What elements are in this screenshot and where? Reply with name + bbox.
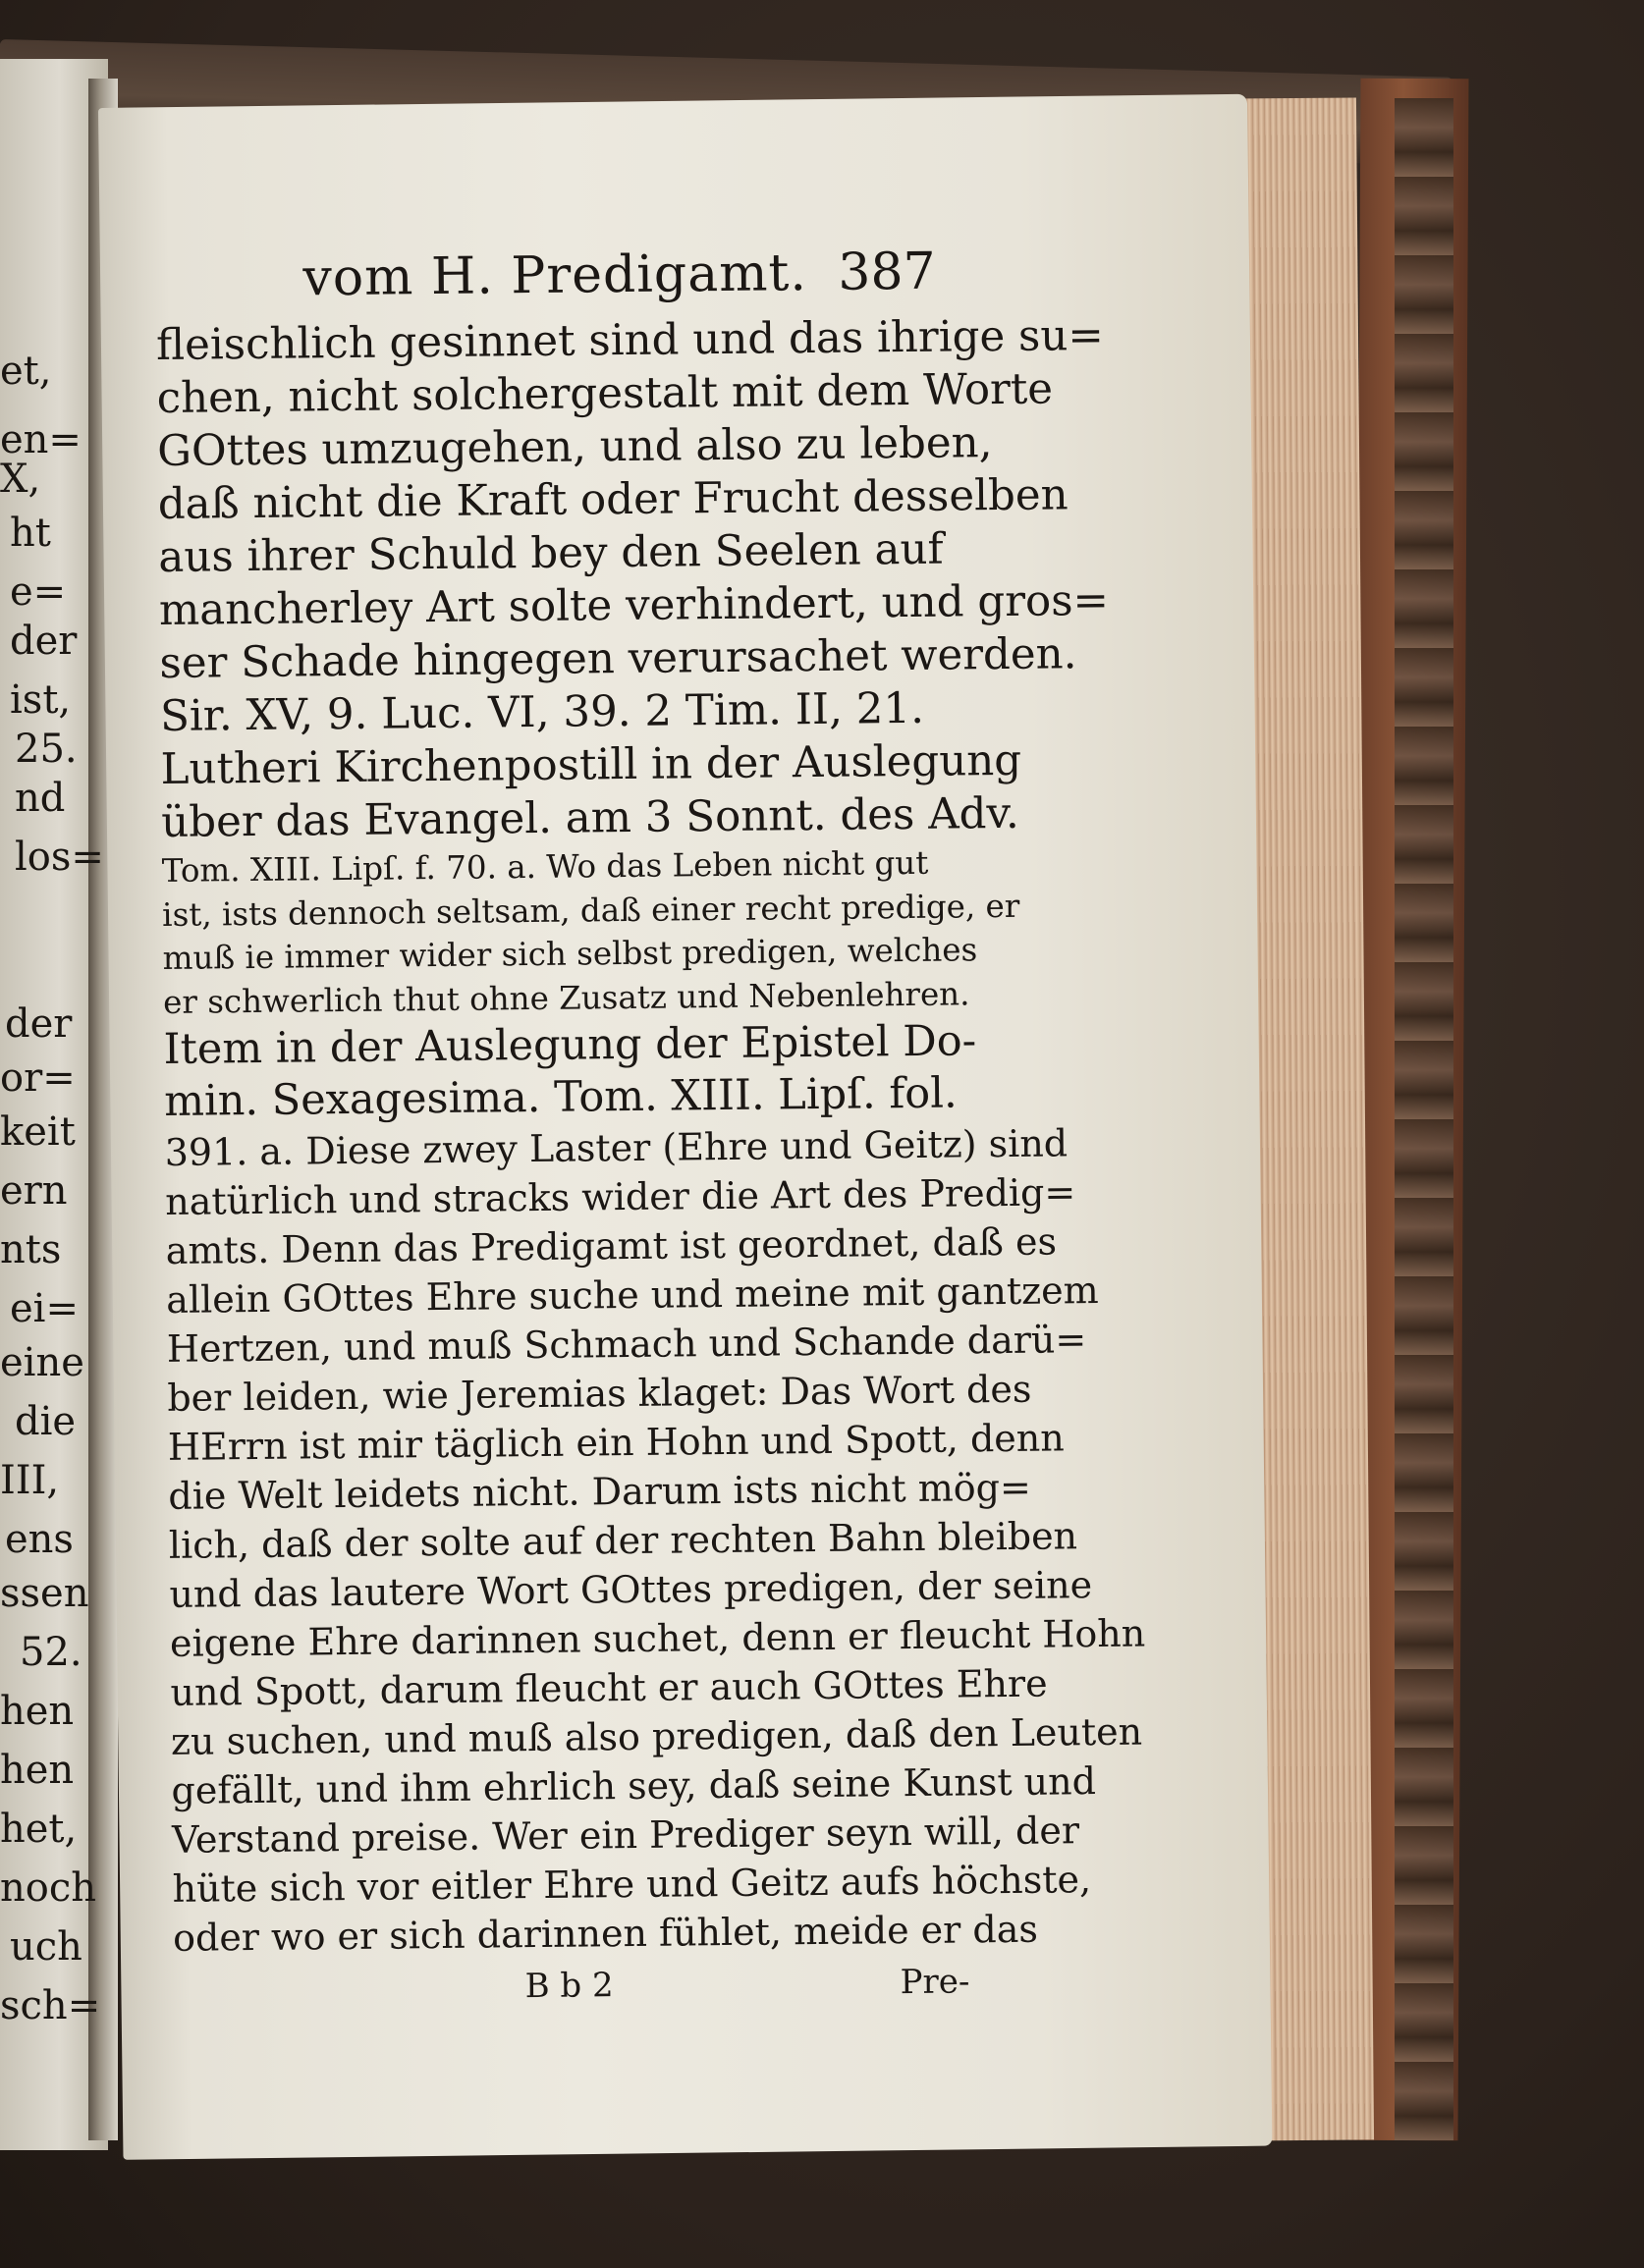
text-line: mancherley Art solte verhindert, und gros= (158, 575, 1110, 635)
quote-line: Tom. XIII. Lipſ. f. 70. a. Wo das Leben nicht gut (161, 843, 929, 890)
quote-line: allein GOttes Ehre suche und meine mit gantzem (166, 1269, 1099, 1322)
left-page-fragment: der (10, 619, 78, 664)
catchword: Pre- (900, 1962, 970, 2003)
left-page-fragment: ht (10, 511, 51, 556)
text-line: daß nicht die Kraft oder Frucht desselben (157, 470, 1069, 529)
left-page-fragment: uch (10, 1924, 82, 1970)
quote-line: gefällt, und ihm ehrlich sey, daß seine Kunst und (171, 1759, 1097, 1812)
left-page-fragment: ist, (10, 677, 72, 723)
text-line: Lutheri Kirchenpostill in der Auslegung (160, 735, 1022, 794)
signature-mark: B b 2 (524, 1966, 614, 2007)
left-page-fragment: die (15, 1399, 77, 1444)
left-page-fragment: X, (0, 457, 41, 502)
quote-line: ist, ists dennoch seltsam, daß einer recht predige, er (161, 887, 1020, 934)
left-page-fragment: III, (0, 1458, 60, 1503)
running-title: vom H. Predigamt. (302, 243, 808, 308)
quote-line: die Welt leidets nicht. Darum ists nicht mög= (168, 1465, 1032, 1518)
quote-line: er schwerlich thut ohne Zusatz und Nebenlehren. (162, 974, 970, 1021)
text-line: chen, nicht solchergestalt mit dem Worte (156, 364, 1054, 423)
left-page-fragment: sch= (0, 1983, 101, 2028)
quote-line: hüte sich vor eitler Ehre und Geitz aufs höchste, (172, 1858, 1092, 1911)
left-page-fragment: noch (0, 1865, 97, 1911)
left-page-fragment: der (5, 1001, 73, 1047)
left-page-fragment: 52. (20, 1630, 82, 1675)
left-page-fragment: ssen (0, 1571, 89, 1616)
left-page-fragment: e= (10, 569, 67, 615)
left-page-fragment: nd (15, 776, 66, 821)
left-page-fragment: hen (0, 1689, 75, 1734)
quote-line: und das lautere Wort GOttes predigen, der seine (169, 1563, 1093, 1616)
quote-line: eigene Ehre darinnen suchet, denn er fleucht Hohn (169, 1611, 1146, 1665)
left-page-fragment: ern (0, 1168, 68, 1214)
quote-line: HErrn ist mir täglich ein Hohn und Spott, denn (167, 1416, 1065, 1469)
quote-line: natürlich und stracks wider die Art des Predig= (165, 1170, 1076, 1223)
text-line: ser Schade hingegen verursachet werden. (159, 629, 1077, 688)
binding-edge (1395, 98, 1453, 2140)
left-page-fragment: ens (5, 1517, 74, 1562)
text-line: GOttes umzugehen, und also zu leben, (156, 418, 993, 476)
quote-line: und Spott, darum fleucht er auch GOttes Ehre (170, 1661, 1048, 1714)
left-page-fragment: hen (0, 1748, 75, 1793)
citation-line: Item in der Auslegung der Epistel Do- (163, 1016, 977, 1074)
left-page-fragment: nts (0, 1227, 62, 1272)
left-page-fragment: het, (0, 1807, 78, 1852)
running-header (155, 233, 942, 319)
quote-line: muß ie immer wider sich selbst predigen, welches (162, 931, 978, 977)
left-page-fragment: keit (0, 1109, 76, 1155)
main-text (155, 310, 1110, 849)
quote-line: zu suchen, und muß also predigen, daß den Leuten (170, 1709, 1143, 1763)
text-line: Sir. XV, 9. Luc. VI, 39. 2 Tim. II, 21. (159, 683, 925, 741)
citation-line: min. Sexagesima. Tom. XIII. Lipſ. fol. (163, 1068, 958, 1126)
quote-line: ber leiden, wie Jeremias klaget: Das Wort des (167, 1367, 1032, 1420)
left-page-fragment: et, (0, 349, 52, 394)
text-line: fleischlich gesinnet sind und das ihrige su= (155, 310, 1105, 370)
quotation-2 (164, 1120, 1146, 1963)
quote-line: amts. Denn das Predigamt ist geordnet, daß es (165, 1219, 1058, 1272)
item-citation (163, 1016, 977, 1128)
quote-line: Hertzen, und muß Schmach und Schande darü= (166, 1318, 1087, 1371)
quote-line: oder wo er sich darinnen fühlet, meide er das (172, 1907, 1039, 1960)
text-line: über das Evangel. am 3 Sonnt. des Adv. (160, 788, 1019, 847)
quote-line: 391. a. Diese zwey Laster (Ehre und Geitz) sind (164, 1121, 1069, 1174)
left-page-fragment: los= (15, 835, 104, 880)
page-footer (173, 1959, 970, 2021)
left-page-fragment: ei= (10, 1286, 79, 1331)
left-page-fragment: or= (0, 1055, 76, 1101)
page-content (155, 233, 1146, 2021)
page-number: 387 (838, 242, 936, 302)
quote-line: Verstand preise. Wer ein Prediger seyn will, der (171, 1809, 1080, 1862)
left-page-fragment: eine (0, 1340, 84, 1385)
left-page-fragment: 25. (15, 727, 78, 772)
text-line: aus ihrer Schuld bey den Seelen auf (158, 524, 944, 582)
quotation-1 (161, 841, 1020, 1024)
quote-line: lich, daß der solte auf der rechten Bahn bleiben (168, 1514, 1078, 1567)
left-page-fragment: en= (0, 417, 82, 462)
